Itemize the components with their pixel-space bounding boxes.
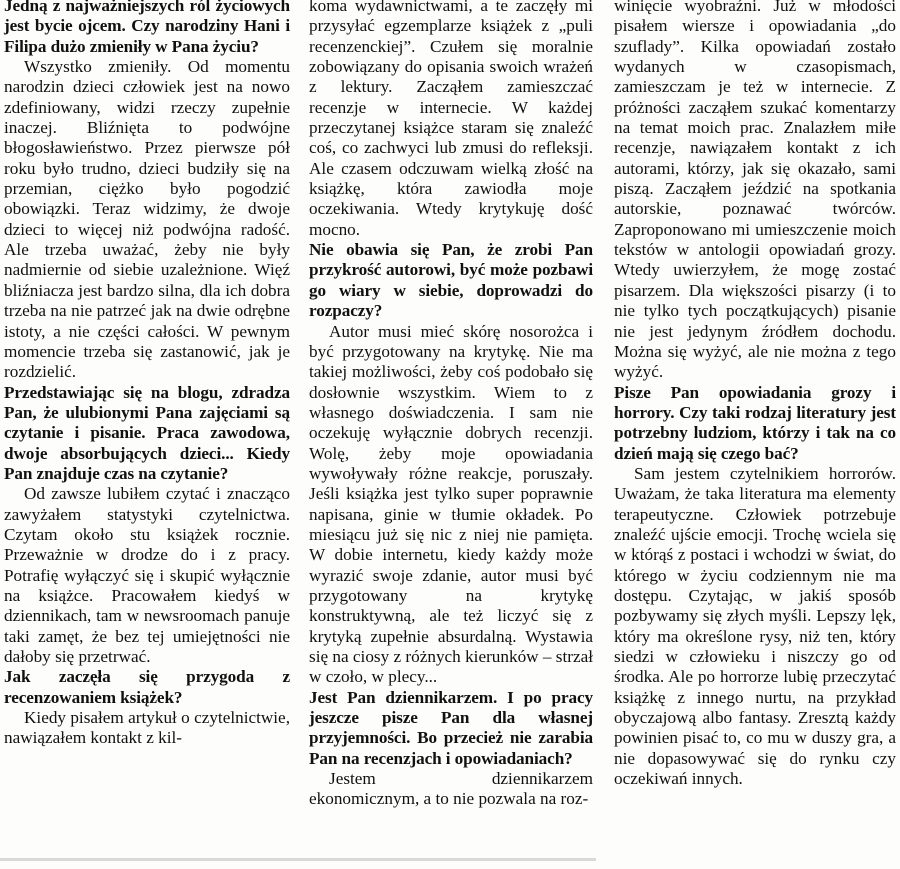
article-column-1: [4, 0, 290, 749]
interview-question: Jest Pan dziennikarzem. I po pracy jeszcze pisze Pan dla własnej przyjemności. Bo przecież nie zarabia Pan na recenzjach i opowiadaniach?: [309, 687, 593, 768]
article-column-2: [309, 0, 593, 810]
interview-answer: Autor musi mieć skórę nosorożca i być przygotowany na krytykę. Nie ma takiej możliwości, żeby coś podobało się dosłownie wszystkim. Wiem to z własnego doświadczenia. I sam nie oczekuję wyłącznie dobrych recenzji. Wolę, żeby moje opowiadania wywoływały różne reakcje, poruszały. Jeśli książka jest tylko super poprawnie napisana, ginie w tłumie okładek. Po miesiącu już się nic z niej nie pamięta. W dobie internetu, kiedy każdy może wyrazić swoje zdanie, autor musi być przygotowany na krytykę konstruktywną, ale też liczyć się z krytyką zupełnie absurdalną. Wystawia się na ciosy z różnych kierunków – strzał w czoło, w plecy...: [309, 321, 593, 687]
interview-question: Jak zaczęła się przygoda z recenzowaniem książek?: [4, 667, 290, 707]
interview-answer: Kiedy pisałem artykuł o czytelnictwie, nawiązałem kontakt z kil-: [4, 708, 290, 748]
interview-question: Pisze Pan opowiadania grozy i horrory. Czy taki rodzaj literatury jest potrzebny ludziom, którzy i tak na co dzień mają się czego bać?: [614, 382, 896, 463]
interview-answer: Od zawsze lubiłem czytać i znacząco zawyżałem statystyki czytelnictwa. Czytam około stu książek rocznie. Przeważnie w drodze do i z pracy. Potrafię wyłączyć się i skupić wyłącznie na książce. Pracowałem kiedyś w dziennikach, tam w newsroomach panuje taki zamęt, że bez tej umiejętności nie dałoby się przetrwać.: [4, 484, 290, 666]
interview-answer: Wszystko zmieniły. Od momentu narodzin dzieci człowiek jest na nowo zdefiniowany, widzi rzeczy zupełnie inaczej. Bliźnięta to podwójne błogosławieństwo. Przez pierwsze pół roku było trudno, dzieci budziły się na przemian, ciężko było pogodzić obowiązki. Teraz widzimy, że dwoje dzieci to więcej niż podwójna radość. Ale trzeba uważać, żeby nie były nadmiernie od siebie uzależnione. Więź bliźniacza jest bardzo silna, dla ich dobra trzeba na nie patrzeć jak na dwie odrębne istoty, a nie części całości. W pewnym momencie trzeba się zastanowić, jak je rozdzielić.: [4, 57, 290, 382]
interview-question: Jedną z najważniejszych ról życiowych jest bycie ojcem. Czy narodziny Hani i Filipa dużo zmieniły w Pana życiu?: [4, 0, 290, 56]
interview-answer: Jestem dziennikarzem ekonomicznym, a to nie pozwala na roz-: [309, 769, 593, 809]
interview-answer: Sam jestem czytelnikiem horrorów. Uważam, że taka literatura ma elementy terapeutyczne. Człowiek potrzebuje znaleźć ujście emocji. Trochę wciela się w którąś z postaci i wchodzi w świat, do którego w życiu codziennym nie ma dostępu. Czytając, w jakiś sposób pozbywamy się złych myśli. Lepszy lęk, który ma określone rysy, niż ten, który siedzi w człowieku i niszczy go od środka. Ale po horrorze lubię przeczytać książkę z innego nurtu, na przykład obyczajową albo fantasy. Zresztą każdy powinien pisać to, co mu w duszy gra, a nie dopasowywać się do rynku czy oczekiwań innych.: [614, 463, 896, 789]
interview-answer-continued: koma wydawnictwami, a te zaczęły mi przysyłać egzemplarze książek z „puli recenzenckiej”. Czułem się moralnie zobowiązany do opisania swoich wrażeń z lektury. Zacząłem zamieszczać recenzje w internecie. W każdej przeczytanej książce staram się znaleźć coś, co zachwyci lub zmusi do refleksji. Ale czasem odczuwam wielką złość na książkę, która zawiodła moje oczekiwania. Wtedy krytykuję dość mocno.: [309, 0, 593, 239]
interview-question: Przedstawiając się na blogu, zdradza Pan, że ulubionymi Pana zajęciami są czytanie i pisanie. Praca zawodowa, dwoje absorbujących dzieci... Kiedy Pan znajduje czas na czytanie?: [4, 382, 290, 483]
page-bottom-rule: [0, 858, 596, 861]
interview-answer-continued: winięcie wyobraźni. Już w młodości pisałem wiersze i opowiadania „do szuflady”. Kilka opowiadań zostało wydanych w czasopismach, zamieszczam je też w internecie. Z próżności zacząłem szukać komentarzy na temat moich prac. Znalazłem miłe recenzje, nawiązałem kontakt z ich autorami, którzy, jak się okazało, sami piszą. Zacząłem jeździć na spotkania autorskie, poznawać twórców. Zaproponowano mi umieszczenie moich tekstów w antologii opowiadań grozy. Wtedy uwierzyłem, że mogę zostać pisarzem. Dla większości pisarzy (i to nie tylko tych początkujących) pisanie nie jest jedynym źródłem dochodu. Można się wyżyć, ale nie można z tego wyżyć.: [614, 0, 896, 382]
article-column-3: [614, 0, 896, 789]
interview-question: Nie obawia się Pan, że zrobi Pan przykrość autorowi, być może pozbawi go wiary w siebie, doprowadzi do rozpaczy?: [309, 240, 593, 321]
